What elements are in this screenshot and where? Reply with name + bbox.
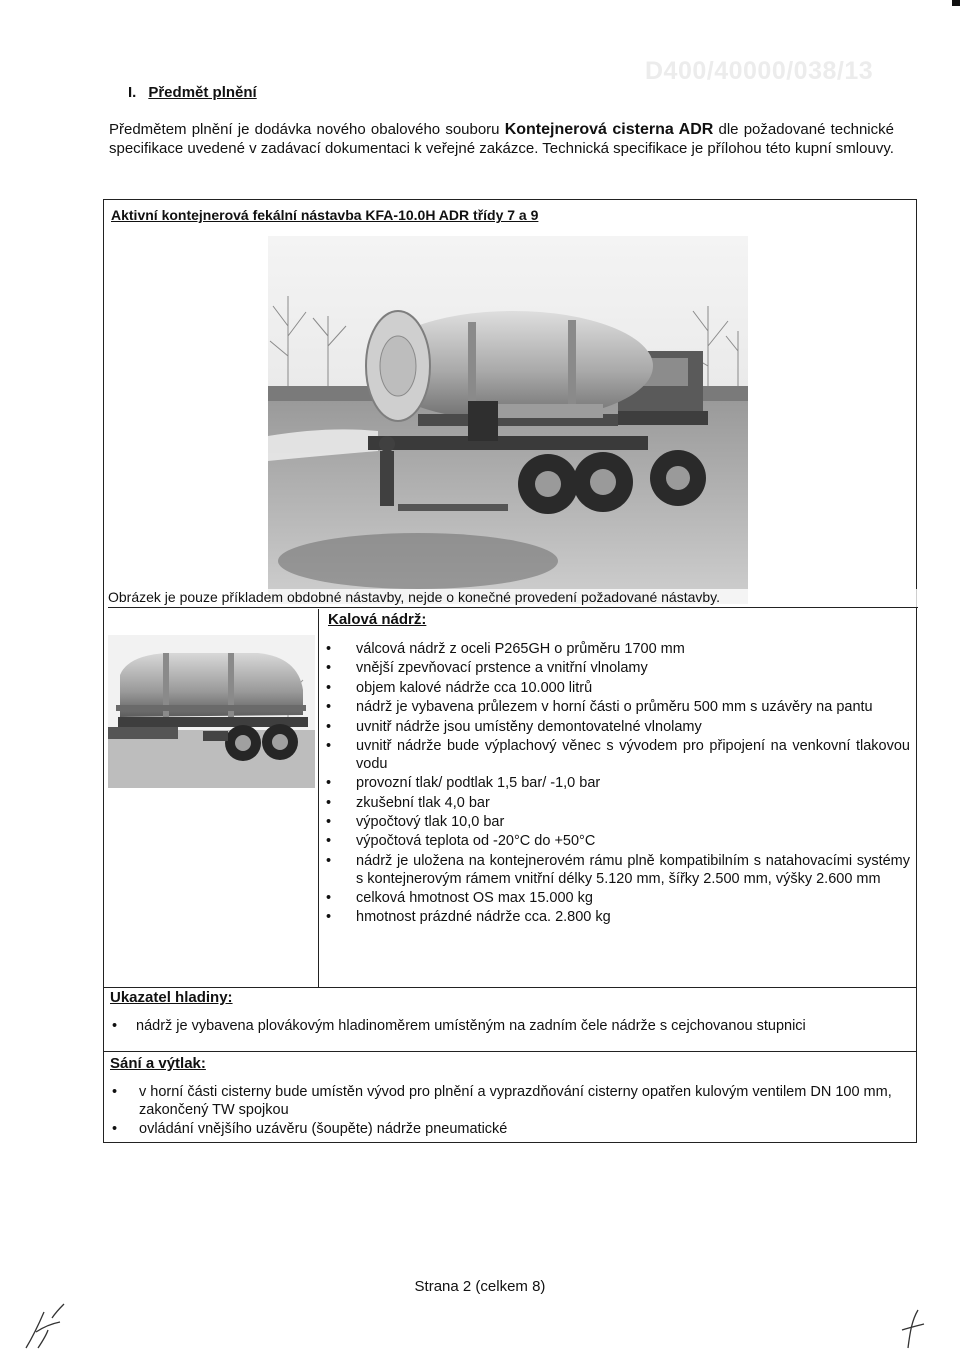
suction-discharge-heading: Sání a výtlak: xyxy=(110,1055,206,1072)
level-indicator-heading: Ukazatel hladiny: xyxy=(110,989,233,1006)
list-item: • celková hmotnost OS max 15.000 kg xyxy=(326,890,910,908)
list-item: • vnější zpevňovací prstence a vnitřní vlnolamy xyxy=(326,660,910,678)
list-item: • zkušební tlak 4,0 bar xyxy=(326,795,910,813)
level-indicator-list xyxy=(112,1017,912,1035)
page-number: Strana 2 (celkem 8) xyxy=(414,1278,546,1295)
section-heading xyxy=(128,84,257,101)
list-item: • výpočtová teplota od -20°C do +50°C xyxy=(326,833,910,851)
list-item: • uvnitř nádrže jsou umístěny demontovatelné vlnolamy xyxy=(326,719,910,737)
tank-heading: Kalová nádrž: xyxy=(328,611,427,628)
section-divider xyxy=(104,1051,916,1052)
handwritten-initials xyxy=(898,1308,928,1352)
suction-discharge-list xyxy=(112,1084,912,1139)
column-divider xyxy=(318,609,319,987)
intro-text-before: Předmětem plnění je dodávka nového obalového souboru xyxy=(109,121,505,138)
intro-paragraph xyxy=(109,121,894,158)
list-item: • nádrž je vybavena průlezem v horní části o průměru 500 mm s uzávěry na pantu xyxy=(326,699,910,717)
list-item: • nádrž je uložena na kontejnerovém rámu plně kompatibilním s natahovacími systémy s kontejnerovým rámem vnitřní délky 5.120 mm, šířky 2.500 mm, výšky 2.600 mm xyxy=(326,853,910,889)
specification-title: Aktivní kontejnerová fekální nástavba KFA-10.0H ADR třídy 7 a 9 xyxy=(111,207,539,223)
intro-text-after: dle požadované technické specifikace uvedené v zadávací dokumentaci k veřejné zakázce. Technická specifikace je přílohou této kupní smlouvy. xyxy=(109,121,894,157)
product-name: Kontejnerová cisterna ADR xyxy=(504,121,714,138)
tank-photo xyxy=(108,635,315,788)
list-item: • válcová nádrž z oceli P265GH o průměru 1700 mm xyxy=(326,641,910,659)
photo-caption: Obrázek je pouze příkladem obdobné nástavby, nejde o konečné provedení požadované nástavby. xyxy=(108,589,918,608)
list-item: • ovládání vnějšího uzávěru (šoupěte) nádrže pneumatické xyxy=(112,1121,912,1139)
list-item: • v horní části cisterny bude umístěn vývod pro plnění a vyprazdňování cisterny opatřen kulovým ventilem DN 100 mm, zakončený TW spojkou xyxy=(112,1084,912,1120)
list-item: • objem kalové nádrže cca 10.000 litrů xyxy=(326,680,910,698)
tank-spec-list xyxy=(326,641,910,929)
handwritten-initials xyxy=(22,1302,66,1352)
truck-photo xyxy=(268,236,748,604)
list-item: • nádrž je vybavena plovákovým hladinoměrem umístěným na zadním čele nádrže s cejchovanou stupnici xyxy=(112,1017,912,1035)
list-item: • uvnitř nádrže bude výplachový věnec s vývodem pro připojení na venkovní tlakovou vodu xyxy=(326,738,910,774)
list-item: • hmotnost prázdné nádrže cca. 2.800 kg xyxy=(326,909,910,927)
section-number: I. xyxy=(128,84,137,101)
section-heading-title: Předmět plnění xyxy=(148,84,257,101)
list-item: • výpočtový tlak 10,0 bar xyxy=(326,814,910,832)
document-id-watermark: D400/40000/038/13 xyxy=(645,57,874,85)
scan-edge-mark xyxy=(952,0,960,6)
section-divider xyxy=(104,987,916,988)
list-item: • provozní tlak/ podtlak 1,5 bar/ -1,0 bar xyxy=(326,775,910,793)
